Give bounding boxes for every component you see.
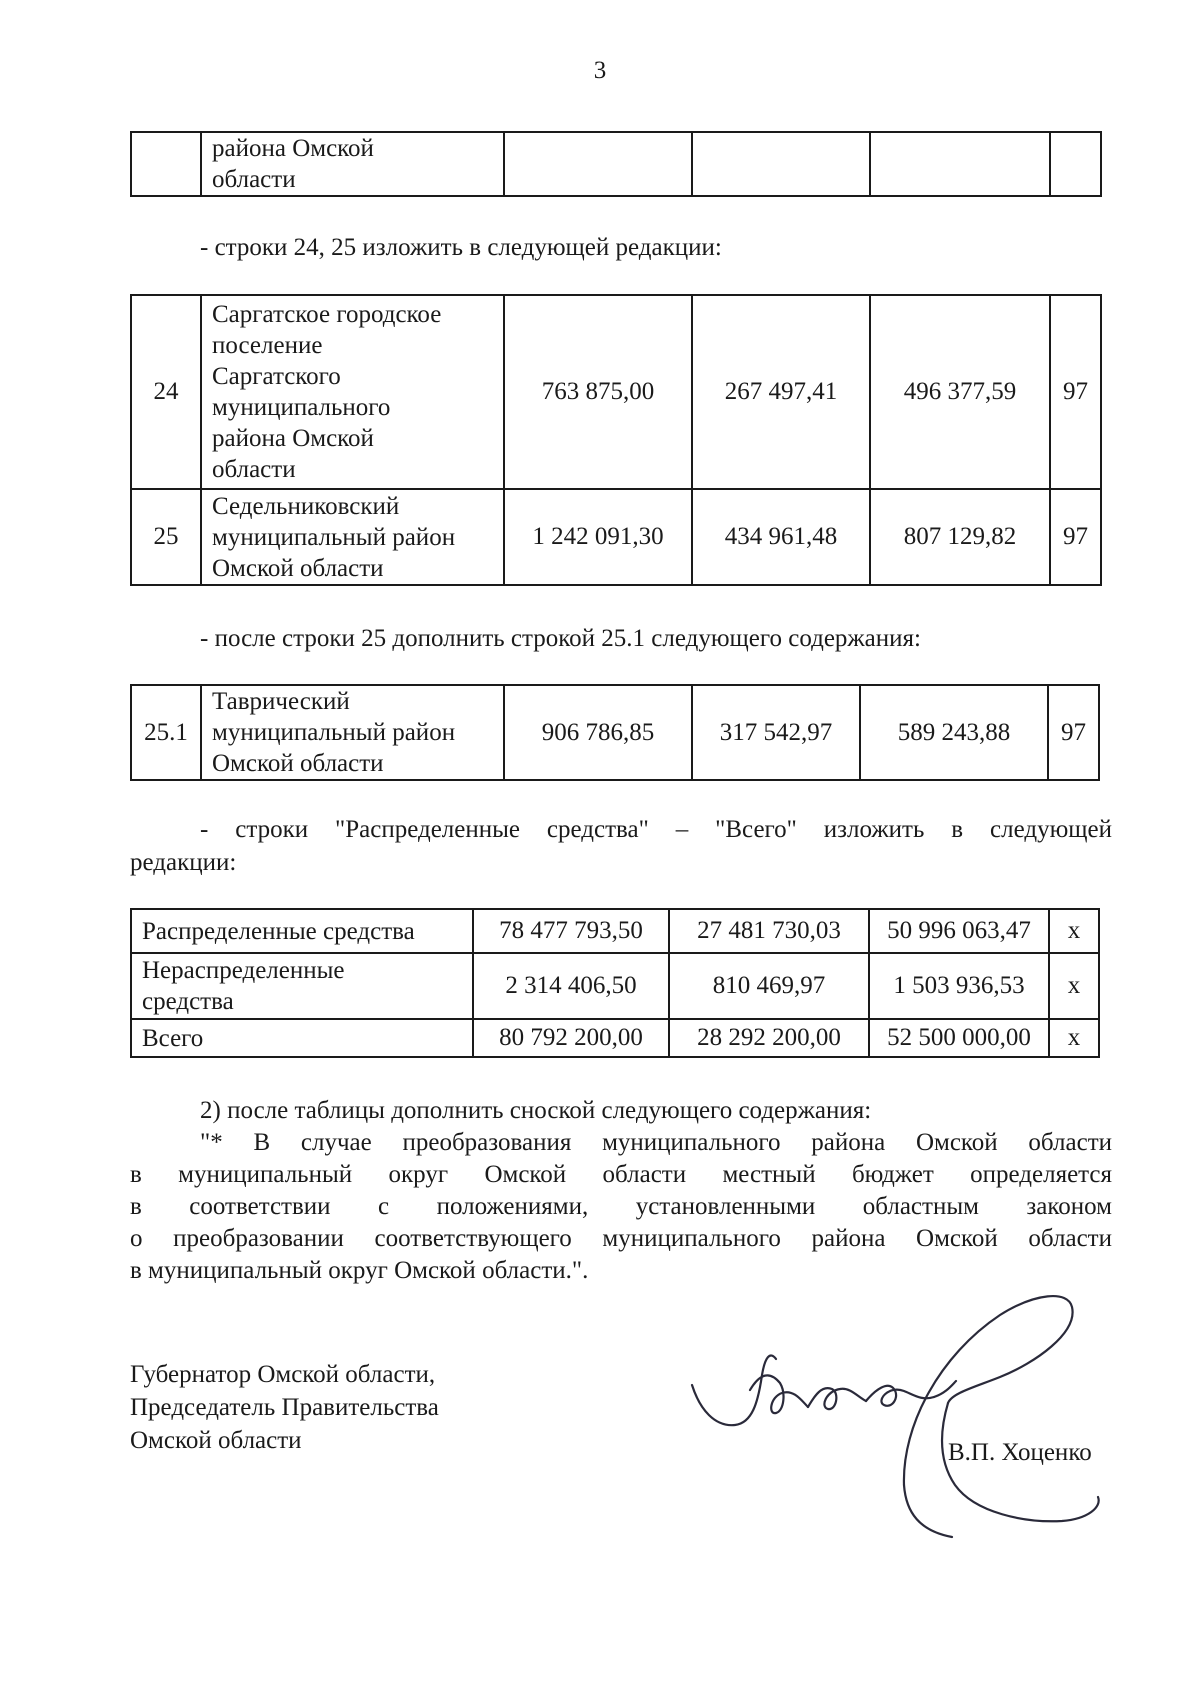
amount-cell: 27 481 730,03 xyxy=(669,909,869,953)
totals-label-cell xyxy=(131,953,473,1019)
name-line: средства xyxy=(142,988,234,1015)
row-number-cell: 24 xyxy=(131,295,201,489)
name-line: муниципальный район xyxy=(212,523,456,551)
signatory-name: В.П. Хоценко xyxy=(948,1439,1092,1466)
signatory-title-line: Председатель Правительства xyxy=(130,1394,439,1421)
table-totals xyxy=(130,908,1100,1058)
num-cell xyxy=(131,132,201,196)
amount-cell: 267 497,41 xyxy=(692,295,870,489)
name-line: района Омской xyxy=(212,425,374,452)
totals-label-cell xyxy=(131,1019,473,1057)
row-number-cell: 25 xyxy=(131,489,201,585)
footnote-paragraph xyxy=(130,1095,1112,1287)
instruction-totals xyxy=(130,813,1112,879)
signatory-title xyxy=(130,1358,439,1457)
value-cell xyxy=(1050,132,1101,196)
table-fragment-top xyxy=(130,131,1102,197)
amount-cell: 28 292 200,00 xyxy=(669,1019,869,1057)
table-row xyxy=(131,295,1101,489)
signatory-title-line: Омской области xyxy=(130,1427,302,1454)
amount-total-cell: 906 786,85 xyxy=(504,685,692,780)
instruction-row-25-1: - после строки 25 дополнить строкой 25.1 следующего содержания: xyxy=(200,625,921,652)
table-row xyxy=(131,489,1101,585)
name-line: Саргатского xyxy=(212,363,341,390)
name-line: Омской области xyxy=(212,750,384,777)
name-line: Нераспределенные xyxy=(142,957,345,984)
table-row xyxy=(131,685,1099,780)
municipality-name-cell xyxy=(201,295,504,489)
table-row xyxy=(131,909,1099,953)
percent-cell: 97 xyxy=(1050,295,1101,489)
name-line: Таврический xyxy=(212,688,350,715)
percent-cell: х xyxy=(1049,953,1099,1019)
percent-cell: х xyxy=(1049,1019,1099,1057)
amount-cell: 1 503 936,53 xyxy=(869,953,1049,1019)
name-line: Всего xyxy=(142,1024,204,1052)
name-line: района Омской xyxy=(212,135,374,162)
table-rows-24-25 xyxy=(130,294,1102,586)
footnote-line: о преобразовании соответствующего муниципального района Омской области xyxy=(130,1225,1112,1252)
percent-cell: 97 xyxy=(1050,489,1101,585)
name-line: области xyxy=(212,456,296,483)
amount-total-cell: 1 242 091,30 xyxy=(504,489,692,585)
table-row-25-1 xyxy=(130,684,1100,781)
row-number-cell: 25.1 xyxy=(131,685,201,780)
instruction-line: - строки "Распределенные средства" – "Всего" изложить в следующей xyxy=(200,816,1112,843)
amount-cell: 52 500 000,00 xyxy=(869,1019,1049,1057)
instruction-rows-24-25: - строки 24, 25 изложить в следующей редакции: xyxy=(200,234,722,261)
footnote-line: в муниципальный округ Омской области местный бюджет определяется xyxy=(130,1161,1112,1188)
amount-cell: 589 243,88 xyxy=(860,685,1048,780)
amount-total-cell: 80 792 200,00 xyxy=(473,1019,669,1057)
amount-cell: 50 996 063,47 xyxy=(869,909,1049,953)
instruction-line: редакции: xyxy=(130,849,237,876)
table-row xyxy=(131,1019,1099,1057)
amount-cell: 317 542,97 xyxy=(692,685,860,780)
amount-total-cell: 78 477 793,50 xyxy=(473,909,669,953)
amount-cell: 434 961,48 xyxy=(692,489,870,585)
amount-cell: 807 129,82 xyxy=(870,489,1050,585)
footnote-line: в соответствии с положениями, установленными областным законом xyxy=(130,1193,1112,1220)
name-line: Омской области xyxy=(212,554,384,582)
amount-cell: 496 377,59 xyxy=(870,295,1050,489)
percent-cell: х xyxy=(1049,909,1099,953)
value-cell xyxy=(504,132,692,196)
footnote-intro: 2) после таблицы дополнить сноской следующего содержания: xyxy=(200,1097,872,1124)
amount-total-cell: 2 314 406,50 xyxy=(473,953,669,1019)
table-row xyxy=(131,132,1101,196)
name-line: муниципального xyxy=(212,394,391,421)
name-line: поселение xyxy=(212,332,323,359)
totals-label-cell xyxy=(131,909,473,953)
name-line: Саргатское городское xyxy=(212,301,442,328)
handwritten-signature xyxy=(690,1285,1110,1553)
percent-cell: 97 xyxy=(1048,685,1099,780)
value-cell xyxy=(870,132,1050,196)
municipality-name-cell xyxy=(201,132,504,196)
name-line: области xyxy=(212,166,296,193)
name-line: муниципальный район xyxy=(212,719,456,746)
amount-cell: 810 469,97 xyxy=(669,953,869,1019)
value-cell xyxy=(692,132,870,196)
footnote-line: в муниципальный округ Омской области.". xyxy=(130,1257,589,1284)
footnote-line: "* В случае преобразования муниципального района Омской области xyxy=(200,1129,1112,1156)
page-number: 3 xyxy=(593,57,607,84)
municipality-name-cell xyxy=(201,685,504,780)
municipality-name-cell xyxy=(201,489,504,585)
signatory-title-line: Губернатор Омской области, xyxy=(130,1361,436,1388)
name-line: Седельниковский xyxy=(212,492,400,520)
amount-total-cell: 763 875,00 xyxy=(504,295,692,489)
table-row xyxy=(131,953,1099,1019)
name-line: Распределенные средства xyxy=(142,917,415,945)
